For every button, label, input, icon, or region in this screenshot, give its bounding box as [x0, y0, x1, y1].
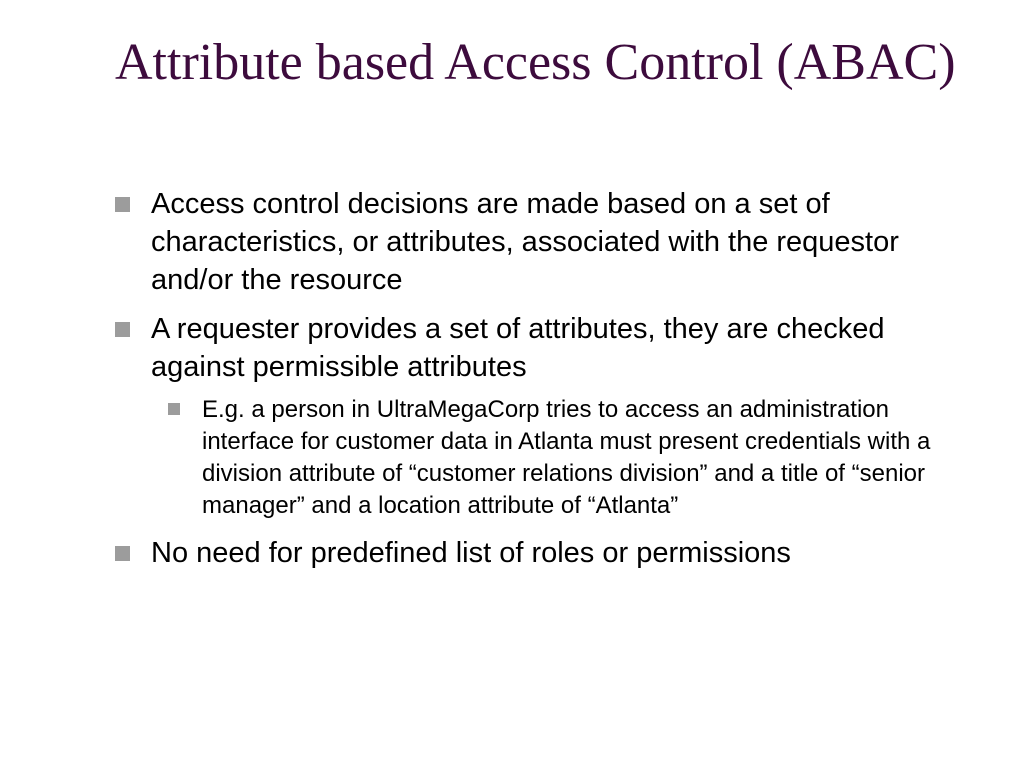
bullet-item [115, 185, 975, 299]
sub-bullet-item [115, 394, 975, 522]
bullet-text: No need for predefined list of roles or permissions [151, 537, 791, 569]
square-bullet-icon [168, 403, 180, 415]
bullet-item [115, 534, 975, 572]
bullet-text: A requester provides a set of attributes, they are checked against permissible attributes [151, 313, 885, 383]
square-bullet-icon [115, 197, 130, 212]
square-bullet-icon [115, 322, 130, 337]
bullet-text: Access control decisions are made based on a set of characteristics, or attributes, associated with the requestor and/or the resource [151, 188, 899, 296]
square-bullet-icon [115, 546, 130, 561]
bullet-item [115, 310, 975, 386]
slide-body [115, 185, 975, 583]
sub-bullet-text: E.g. a person in UltraMegaCorp tries to access an administration interface for customer data in Atlanta must present credentials with a division attribute of “customer relations division” and a title of “senior manager” and a location attribute of “Atlanta” [202, 396, 931, 519]
slide-title: Attribute based Access Control (ABAC) [115, 34, 956, 91]
